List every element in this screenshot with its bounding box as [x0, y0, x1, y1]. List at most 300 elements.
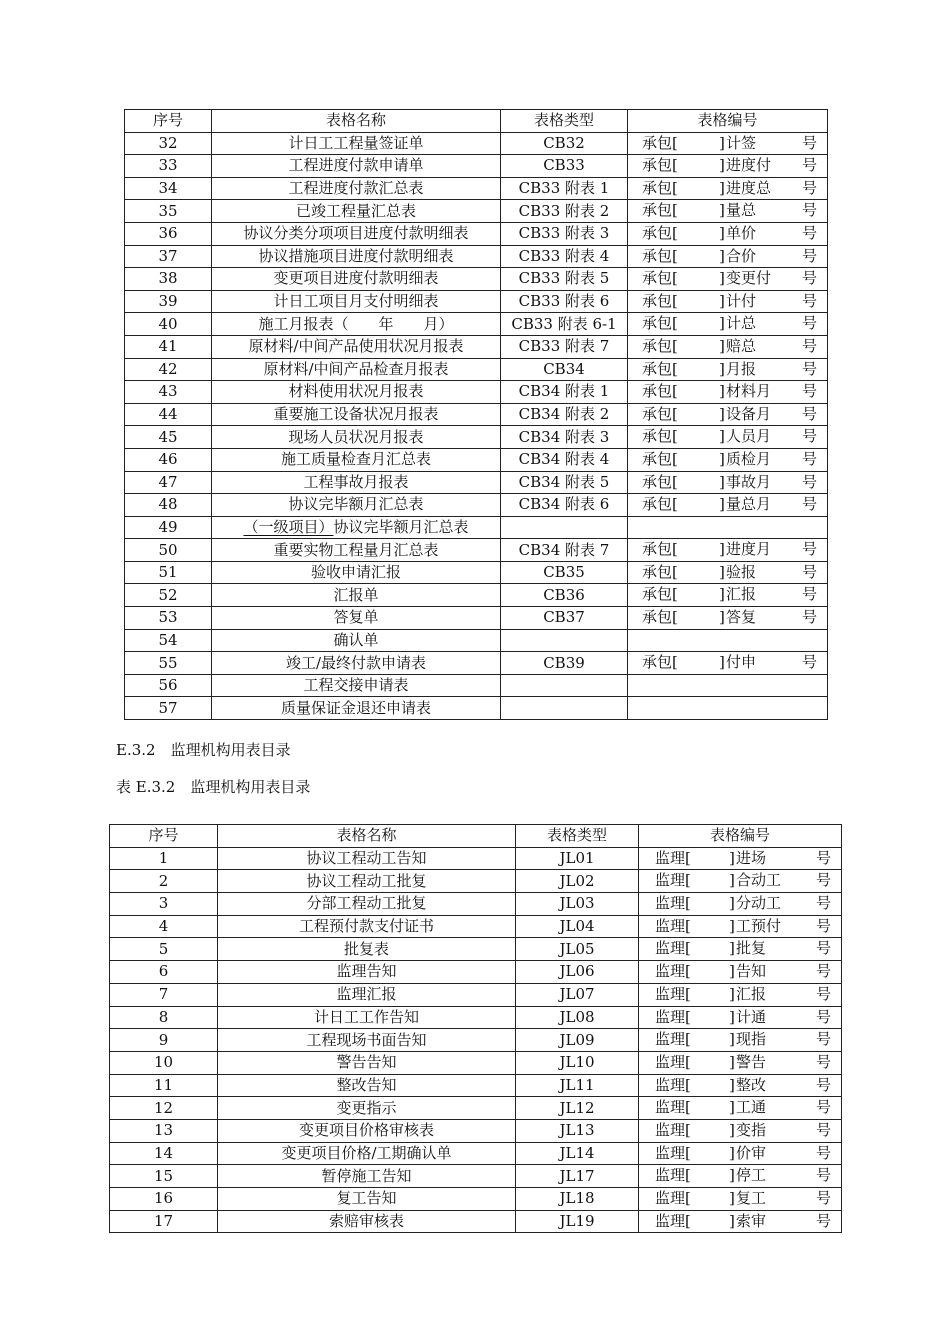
form-code — [628, 629, 828, 652]
code-bracket-close: ] — [729, 984, 735, 1003]
row-number: 42 — [125, 358, 212, 381]
code-abbrev: 月报 — [726, 359, 757, 378]
form-type: CB39 — [501, 652, 628, 675]
code-bracket-close: ] — [719, 653, 725, 672]
row-number: 40 — [125, 313, 212, 336]
header-code: 表格编号 — [639, 825, 842, 848]
form-name: 监理告知 — [218, 961, 516, 984]
table-row — [125, 403, 828, 426]
code-prefix: 监理[ — [655, 894, 691, 913]
form-name-text: 协议完毕额月汇总表 — [333, 517, 469, 536]
code-suffix: 号 — [815, 848, 831, 867]
code-bracket-close: ] — [729, 1120, 735, 1139]
code-suffix: 号 — [815, 939, 831, 958]
form-code — [628, 381, 828, 404]
code-abbrev: 量总月 — [726, 495, 772, 514]
table-header-row — [110, 825, 842, 848]
form-type: CB37 — [501, 607, 628, 630]
row-number: 52 — [125, 584, 212, 607]
code-prefix: 承包[ — [642, 540, 678, 559]
form-type: CB33 附表 7 — [501, 335, 628, 358]
code-abbrev: 答复 — [726, 608, 757, 627]
table-row — [125, 629, 828, 652]
row-number: 46 — [125, 448, 212, 471]
code-bracket-close: ] — [719, 472, 725, 491]
row-number: 50 — [125, 539, 212, 562]
form-code — [628, 539, 828, 562]
form-name: 协议完毕额月汇总表 — [212, 494, 501, 517]
row-number: 51 — [125, 561, 212, 584]
form-code — [628, 674, 828, 697]
form-name: 工程现场书面告知 — [218, 1029, 516, 1052]
form-type — [501, 674, 628, 697]
table-row — [110, 1142, 842, 1165]
code-bracket-close: ] — [729, 939, 735, 958]
code-bracket-close: ] — [729, 894, 735, 913]
row-number: 8 — [110, 1006, 218, 1029]
table-caption: 表 E.3.2 监理机构用表目录 — [116, 778, 311, 796]
code-bracket-close: ] — [729, 1075, 735, 1094]
table-row — [110, 1029, 842, 1052]
header-type: 表格类型 — [501, 110, 628, 133]
code-bracket-close: ] — [719, 449, 725, 468]
code-prefix: 承包[ — [642, 246, 678, 265]
code-prefix: 承包[ — [642, 608, 678, 627]
row-number: 57 — [125, 697, 212, 720]
form-type: JL14 — [516, 1142, 639, 1165]
code-abbrev: 工预付 — [736, 916, 782, 935]
row-number: 55 — [125, 652, 212, 675]
row-number: 48 — [125, 494, 212, 517]
form-name: 答复单 — [212, 607, 501, 630]
form-type: JL08 — [516, 1006, 639, 1029]
table-row — [110, 915, 842, 938]
code-abbrev: 工通 — [736, 1098, 767, 1117]
form-type: CB34 附表 6 — [501, 494, 628, 517]
code-suffix: 号 — [801, 156, 817, 175]
form-code — [639, 1188, 842, 1211]
code-suffix: 号 — [815, 1007, 831, 1026]
form-type: CB33 附表 4 — [501, 245, 628, 268]
code-suffix: 号 — [801, 495, 817, 514]
table-row — [110, 1165, 842, 1188]
form-name: 变更指示 — [218, 1097, 516, 1120]
code-abbrev: 变更付 — [726, 269, 772, 288]
code-prefix: 承包[ — [642, 427, 678, 446]
code-suffix: 号 — [801, 585, 817, 604]
form-type: CB33 附表 1 — [501, 177, 628, 200]
code-suffix: 号 — [801, 133, 817, 152]
table-row — [110, 1006, 842, 1029]
form-code — [639, 1029, 842, 1052]
form-name: 整改告知 — [218, 1074, 516, 1097]
code-prefix: 监理[ — [655, 1075, 691, 1094]
code-abbrev: 停工 — [736, 1166, 767, 1185]
form-name: 工程进度付款汇总表 — [212, 177, 501, 200]
code-abbrev: 批复 — [736, 939, 767, 958]
code-suffix: 号 — [815, 1052, 831, 1071]
header-no: 序号 — [110, 825, 218, 848]
form-name: 协议工程动工批复 — [218, 870, 516, 893]
code-bracket-close: ] — [719, 201, 725, 220]
code-abbrev: 计通 — [736, 1007, 767, 1026]
form-code — [628, 268, 828, 291]
form-type: JL10 — [516, 1051, 639, 1074]
form-code — [628, 290, 828, 313]
code-abbrev: 进度月 — [726, 540, 772, 559]
form-type: CB36 — [501, 584, 628, 607]
code-abbrev: 单价 — [726, 223, 757, 242]
code-suffix: 号 — [801, 178, 817, 197]
form-name: 变更项目进度付款明细表 — [212, 268, 501, 291]
header-type: 表格类型 — [516, 825, 639, 848]
row-number: 53 — [125, 607, 212, 630]
form-type: CB34 附表 5 — [501, 471, 628, 494]
table-row — [110, 870, 842, 893]
table-row — [125, 516, 828, 539]
form-type: JL12 — [516, 1097, 639, 1120]
form-code — [639, 847, 842, 870]
code-bracket-close: ] — [719, 156, 725, 175]
form-name: 协议分类分项项目进度付款明细表 — [212, 222, 501, 245]
form-code — [628, 177, 828, 200]
form-code — [639, 961, 842, 984]
code-abbrev: 进度付 — [726, 156, 772, 175]
form-type — [501, 629, 628, 652]
row-number: 2 — [110, 870, 218, 893]
table-row — [125, 584, 828, 607]
code-suffix: 号 — [801, 472, 817, 491]
form-type: JL18 — [516, 1188, 639, 1211]
form-type: CB34 附表 2 — [501, 403, 628, 426]
code-bracket-close: ] — [719, 585, 725, 604]
code-prefix: 监理[ — [655, 1143, 691, 1162]
code-suffix: 号 — [815, 984, 831, 1003]
row-number: 35 — [125, 200, 212, 223]
code-bracket-close: ] — [719, 246, 725, 265]
table-row — [110, 961, 842, 984]
form-name: 材料使用状况月报表 — [212, 381, 501, 404]
form-code — [639, 1051, 842, 1074]
row-number: 34 — [125, 177, 212, 200]
table-row — [125, 222, 828, 245]
code-suffix: 号 — [815, 1098, 831, 1117]
form-code — [628, 652, 828, 675]
code-bracket-close: ] — [729, 962, 735, 981]
code-abbrev: 验报 — [726, 562, 757, 581]
code-abbrev: 现指 — [736, 1030, 767, 1049]
code-suffix: 号 — [801, 246, 817, 265]
code-suffix: 号 — [801, 201, 817, 220]
form-code — [628, 335, 828, 358]
code-abbrev: 设备月 — [726, 404, 772, 423]
section-heading: E.3.2 监理机构用表目录 — [116, 741, 291, 759]
table-row — [125, 471, 828, 494]
code-prefix: 承包[ — [642, 585, 678, 604]
table-row — [125, 494, 828, 517]
code-prefix: 承包[ — [642, 291, 678, 310]
table-row — [125, 652, 828, 675]
row-number: 16 — [110, 1188, 218, 1211]
row-number: 6 — [110, 961, 218, 984]
code-suffix: 号 — [801, 359, 817, 378]
code-bracket-close: ] — [719, 336, 725, 355]
form-name: 工程交接申请表 — [212, 674, 501, 697]
code-prefix: 监理[ — [655, 984, 691, 1003]
form-name: 计日工项目月支付明细表 — [212, 290, 501, 313]
row-number: 12 — [110, 1097, 218, 1120]
row-number: 14 — [110, 1142, 218, 1165]
row-number: 32 — [125, 132, 212, 155]
row-number: 47 — [125, 471, 212, 494]
form-name: 计日工工程量签证单 — [212, 132, 501, 155]
form-name: 工程事故月报表 — [212, 471, 501, 494]
supervision-forms-table — [109, 824, 842, 1233]
row-number: 9 — [110, 1029, 218, 1052]
code-bracket-close: ] — [729, 1052, 735, 1071]
code-abbrev: 质检月 — [726, 449, 772, 468]
code-suffix: 号 — [801, 269, 817, 288]
form-type: CB34 — [501, 358, 628, 381]
table-row — [125, 313, 828, 336]
code-suffix: 号 — [801, 291, 817, 310]
row-number: 39 — [125, 290, 212, 313]
code-bracket-close: ] — [729, 1030, 735, 1049]
table-row — [125, 561, 828, 584]
code-prefix: 承包[ — [642, 336, 678, 355]
form-code — [628, 222, 828, 245]
table-row — [110, 847, 842, 870]
form-code — [639, 915, 842, 938]
code-suffix: 号 — [801, 562, 817, 581]
form-code — [628, 132, 828, 155]
row-number: 1 — [110, 847, 218, 870]
row-number: 56 — [125, 674, 212, 697]
code-prefix: 监理[ — [655, 1052, 691, 1071]
code-prefix: 承包[ — [642, 178, 678, 197]
form-type: CB33 附表 2 — [501, 200, 628, 223]
table-row — [125, 268, 828, 291]
form-name: 变更项目价格审核表 — [218, 1119, 516, 1142]
row-number: 7 — [110, 983, 218, 1006]
table-row — [110, 893, 842, 916]
form-name: 验收申请汇报 — [212, 561, 501, 584]
form-name: 监理汇报 — [218, 983, 516, 1006]
code-prefix: 承包[ — [642, 314, 678, 333]
code-abbrev: 整改 — [736, 1075, 767, 1094]
code-abbrev: 进场 — [736, 848, 767, 867]
code-suffix: 号 — [815, 1211, 831, 1230]
code-abbrev: 量总 — [726, 201, 757, 220]
row-number: 11 — [110, 1074, 218, 1097]
code-prefix: 监理[ — [655, 848, 691, 867]
code-abbrev: 合价 — [726, 246, 757, 265]
form-name: 批复表 — [218, 938, 516, 961]
row-number: 43 — [125, 381, 212, 404]
code-suffix: 号 — [801, 223, 817, 242]
form-code — [639, 1006, 842, 1029]
code-suffix: 号 — [815, 1143, 831, 1162]
code-abbrev: 计总 — [726, 314, 757, 333]
form-code — [628, 607, 828, 630]
row-number: 38 — [125, 268, 212, 291]
code-suffix: 号 — [815, 962, 831, 981]
form-name: 已竣工程量汇总表 — [212, 200, 501, 223]
code-prefix: 承包[ — [642, 404, 678, 423]
code-bracket-close: ] — [719, 291, 725, 310]
form-code — [639, 1165, 842, 1188]
form-type: JL11 — [516, 1074, 639, 1097]
code-suffix: 号 — [801, 653, 817, 672]
form-type: JL05 — [516, 938, 639, 961]
form-name: 竣工/最终付款申请表 — [212, 652, 501, 675]
row-number: 36 — [125, 222, 212, 245]
code-suffix: 号 — [801, 608, 817, 627]
form-code — [639, 983, 842, 1006]
code-prefix: 承包[ — [642, 472, 678, 491]
form-code — [628, 313, 828, 336]
code-abbrev: 分动工 — [736, 894, 782, 913]
code-suffix: 号 — [815, 1189, 831, 1207]
header-name: 表格名称 — [212, 110, 501, 133]
code-prefix: 承包[ — [642, 653, 678, 672]
form-type: CB33 — [501, 155, 628, 178]
code-bracket-close: ] — [729, 1211, 735, 1230]
code-prefix: 监理[ — [655, 1098, 691, 1117]
table-row — [125, 155, 828, 178]
form-code — [639, 1074, 842, 1097]
table-row — [125, 177, 828, 200]
form-code — [628, 561, 828, 584]
code-suffix: 号 — [815, 1075, 831, 1094]
code-abbrev: 付申 — [726, 653, 757, 672]
code-abbrev: 复工 — [736, 1189, 767, 1207]
code-prefix: 承包[ — [642, 156, 678, 175]
form-type — [501, 516, 628, 539]
code-suffix: 号 — [801, 382, 817, 401]
code-bracket-close: ] — [719, 178, 725, 197]
form-type: JL01 — [516, 847, 639, 870]
form-type: JL02 — [516, 870, 639, 893]
form-code — [628, 245, 828, 268]
code-prefix: 承包[ — [642, 562, 678, 581]
row-number: 15 — [110, 1165, 218, 1188]
code-bracket-close: ] — [719, 562, 725, 581]
code-bracket-close: ] — [719, 608, 725, 627]
form-type: JL03 — [516, 893, 639, 916]
code-suffix: 号 — [815, 1120, 831, 1139]
form-type: CB34 附表 4 — [501, 448, 628, 471]
header-name: 表格名称 — [218, 825, 516, 848]
form-type — [501, 697, 628, 720]
form-code — [639, 1142, 842, 1165]
code-abbrev: 事故月 — [726, 472, 772, 491]
table-row — [125, 245, 828, 268]
code-bracket-close: ] — [719, 427, 725, 446]
table-row — [110, 1097, 842, 1120]
code-prefix: 监理[ — [655, 1211, 691, 1230]
form-name: 分部工程动工批复 — [218, 893, 516, 916]
code-prefix: 承包[ — [642, 449, 678, 468]
form-code — [628, 516, 828, 539]
code-suffix: 号 — [801, 404, 817, 423]
table-row — [125, 132, 828, 155]
code-suffix: 号 — [815, 916, 831, 935]
form-name: 汇报单 — [212, 584, 501, 607]
contractor-forms-table — [124, 109, 828, 720]
form-name: 工程进度付款申请单 — [212, 155, 501, 178]
row-number: 5 — [110, 938, 218, 961]
code-abbrev: 合动工 — [736, 871, 782, 890]
code-abbrev: 告知 — [736, 962, 767, 981]
code-bracket-close: ] — [719, 269, 725, 288]
table-row — [125, 448, 828, 471]
table-row — [125, 381, 828, 404]
form-type: CB33 附表 3 — [501, 222, 628, 245]
table-row — [110, 1188, 842, 1211]
form-name: 施工质量检查月汇总表 — [212, 448, 501, 471]
form-code — [628, 471, 828, 494]
code-abbrev: 价审 — [736, 1143, 767, 1162]
form-name: 工程预付款支付证书 — [218, 915, 516, 938]
code-prefix: 监理[ — [655, 962, 691, 981]
form-name: 索赔审核表 — [218, 1210, 516, 1233]
form-type: JL06 — [516, 961, 639, 984]
form-name: 确认单 — [212, 629, 501, 652]
code-prefix: 监理[ — [655, 1007, 691, 1026]
code-prefix: 承包[ — [642, 201, 678, 220]
code-prefix: 承包[ — [642, 223, 678, 242]
code-bracket-close: ] — [719, 382, 725, 401]
table-row — [125, 335, 828, 358]
code-bracket-close: ] — [729, 848, 735, 867]
row-number: 10 — [110, 1051, 218, 1074]
form-type: CB34 附表 7 — [501, 539, 628, 562]
table-header-row — [125, 110, 828, 133]
table-row — [125, 358, 828, 381]
form-type: CB35 — [501, 561, 628, 584]
form-name: 现场人员状况月报表 — [212, 426, 501, 449]
form-code — [628, 155, 828, 178]
row-number: 54 — [125, 629, 212, 652]
table-row — [125, 426, 828, 449]
form-code — [628, 358, 828, 381]
table-row — [125, 607, 828, 630]
table-row — [125, 200, 828, 223]
code-suffix: 号 — [815, 871, 831, 890]
code-prefix: 承包[ — [642, 359, 678, 378]
form-code — [628, 584, 828, 607]
table-row — [110, 1051, 842, 1074]
form-type: CB34 附表 3 — [501, 426, 628, 449]
code-suffix: 号 — [801, 427, 817, 446]
row-number: 49 — [125, 516, 212, 539]
code-bracket-close: ] — [719, 314, 725, 333]
form-type: JL19 — [516, 1210, 639, 1233]
form-type: CB33 附表 5 — [501, 268, 628, 291]
code-bracket-close: ] — [719, 133, 725, 152]
form-code — [639, 1119, 842, 1142]
form-name: 复工告知 — [218, 1188, 516, 1211]
form-code — [639, 1210, 842, 1233]
form-name: 协议工程动工告知 — [218, 847, 516, 870]
form-name: 原材料/中间产品使用状况月报表 — [212, 335, 501, 358]
header-no: 序号 — [125, 110, 212, 133]
form-name: 质量保证金退还申请表 — [212, 697, 501, 720]
row-number: 41 — [125, 335, 212, 358]
row-number: 3 — [110, 893, 218, 916]
code-abbrev: 变指 — [736, 1120, 767, 1139]
